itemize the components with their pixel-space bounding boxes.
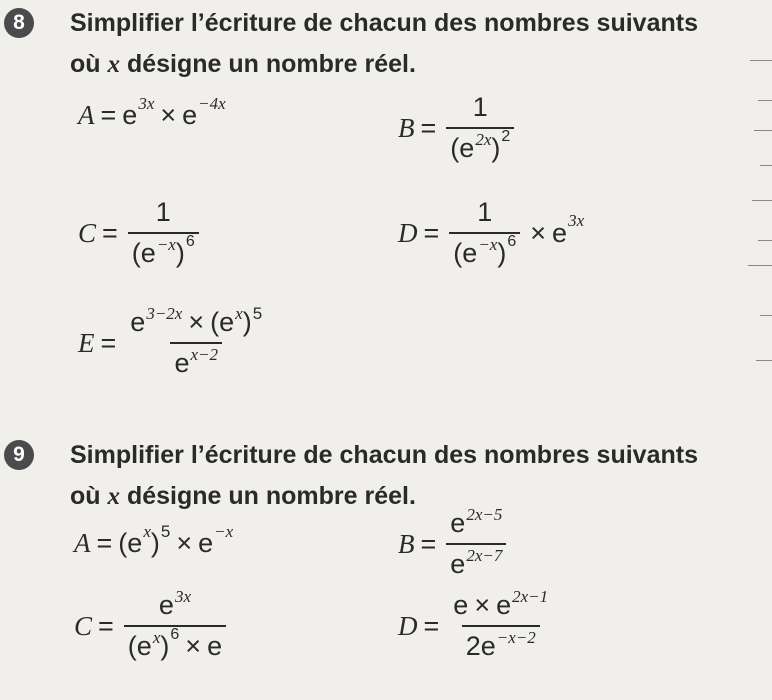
math-token: 3x	[174, 587, 191, 606]
denominator	[462, 625, 540, 662]
math-token: 1	[155, 197, 171, 227]
denominator	[124, 625, 226, 662]
math-token: 3x	[138, 93, 155, 113]
ex8-formula-e	[78, 304, 270, 379]
math-token: =	[100, 327, 117, 358]
math-token: =	[420, 112, 437, 143]
math-token: e	[158, 590, 174, 620]
math-token: 1	[472, 92, 488, 122]
math-token: A	[78, 100, 95, 130]
math-token: −4x	[198, 93, 226, 113]
math-token: x	[107, 51, 120, 78]
fraction	[128, 197, 199, 269]
math-token: (	[210, 307, 220, 337]
fraction	[446, 505, 506, 580]
math-token: e	[552, 217, 568, 248]
math-token: e	[182, 100, 198, 130]
fraction	[449, 587, 552, 662]
page-edge-marks	[742, 0, 772, 700]
math-token: C	[74, 610, 93, 641]
ex8-formula-d	[398, 197, 584, 269]
math-token: ×	[185, 631, 202, 661]
math-token: où	[70, 50, 108, 78]
math-token: e	[462, 238, 478, 268]
math-token: 2x−1	[512, 587, 549, 606]
math-token: x	[107, 483, 120, 510]
denominator	[446, 543, 506, 580]
math-token: =	[423, 217, 440, 248]
ex9-formula-c	[74, 587, 230, 662]
ex8-formula-b	[398, 92, 518, 164]
math-token: e	[453, 590, 469, 620]
fraction	[124, 587, 226, 662]
math-token: e	[130, 307, 146, 337]
math-token: =	[98, 610, 114, 641]
math-token: 2	[501, 128, 511, 145]
ex8-formula-a	[78, 93, 226, 131]
math-token: (	[450, 133, 460, 163]
math-token: −x	[214, 521, 234, 541]
math-token: e	[459, 133, 475, 163]
math-token: désigne un nombre réel.	[120, 482, 416, 510]
numerator	[126, 304, 266, 342]
math-token: C	[78, 217, 97, 248]
exercise-8-instruction-line1: Simplifier l’écriture de chacun des nombres suivants	[70, 9, 698, 37]
math-token: (	[131, 238, 141, 268]
math-token: E	[78, 327, 95, 358]
math-token: 3x	[568, 211, 585, 230]
fraction	[449, 197, 520, 269]
math-token: (	[118, 528, 128, 558]
denominator	[449, 232, 520, 269]
math-token: )	[160, 631, 170, 661]
math-token: =	[423, 610, 440, 641]
numerator	[449, 587, 552, 625]
denominator	[446, 127, 514, 164]
math-token: e	[122, 100, 138, 130]
math-token: e	[496, 590, 512, 620]
math-token: D	[398, 217, 418, 248]
math-token: 5	[252, 304, 263, 323]
math-token: 2x	[475, 130, 492, 149]
math-token: 2x−5	[466, 505, 503, 524]
numerator	[446, 505, 506, 543]
math-token: =	[100, 100, 117, 130]
math-token: A	[74, 528, 91, 558]
math-token: e	[140, 238, 156, 268]
exercise-8-number: 8	[4, 8, 34, 38]
math-token: e	[219, 307, 235, 337]
math-token: −x−2	[496, 628, 536, 647]
denominator	[128, 232, 199, 269]
numerator	[155, 587, 195, 625]
exercise-9-instruction-line1: Simplifier l’écriture de chacun des nombres suivants	[70, 441, 698, 469]
math-token: x	[235, 304, 243, 323]
math-token: )	[491, 133, 501, 163]
math-token: x	[143, 521, 151, 541]
math-token: où	[70, 482, 108, 510]
ex9-formula-d	[398, 587, 556, 662]
math-token: e	[174, 348, 190, 378]
math-token: D	[398, 610, 418, 641]
math-token: 2e	[465, 631, 496, 661]
math-token: −x	[478, 235, 498, 254]
math-token: 6	[185, 233, 195, 250]
math-token: )	[150, 528, 160, 558]
math-token: e	[207, 631, 223, 661]
math-token: B	[398, 528, 415, 559]
math-token: B	[398, 112, 415, 143]
math-token: 6	[170, 626, 180, 643]
math-token: e	[450, 549, 466, 579]
math-token: ×	[474, 590, 491, 620]
math-token: 3−2x	[146, 304, 183, 323]
fraction	[446, 92, 514, 164]
math-token: )	[175, 238, 185, 268]
exercise-9-instruction-line2	[70, 476, 416, 517]
math-token: )	[242, 307, 252, 337]
math-token: (	[127, 631, 137, 661]
math-token: e	[198, 528, 214, 558]
math-token: 6	[507, 233, 517, 250]
denominator	[170, 342, 222, 379]
exercise-9-number: 9	[4, 440, 34, 470]
math-token: x	[152, 628, 161, 647]
math-token: 1	[477, 197, 493, 227]
math-token: x−2	[190, 345, 218, 364]
math-token: =	[420, 528, 437, 559]
math-token: =	[102, 217, 118, 248]
ex8-formula-c	[78, 197, 203, 269]
math-token: −x	[156, 235, 176, 254]
math-token: ×	[188, 307, 205, 337]
math-token: e	[450, 508, 466, 538]
ex9-formula-a	[74, 521, 234, 559]
math-token: 2x−7	[466, 546, 503, 565]
math-token: désigne un nombre réel.	[120, 50, 416, 78]
math-token: e	[136, 631, 152, 661]
math-token: ×	[176, 528, 193, 558]
fraction	[126, 304, 266, 379]
ex9-formula-b	[398, 505, 510, 580]
math-token: e	[127, 528, 143, 558]
math-token: ×	[160, 100, 177, 130]
math-token: ×	[530, 217, 547, 248]
exercise-8-instruction-line2	[70, 44, 416, 85]
math-token: 5	[160, 521, 171, 541]
math-token: (	[453, 238, 463, 268]
math-token: =	[96, 528, 113, 558]
math-token: )	[497, 238, 507, 268]
